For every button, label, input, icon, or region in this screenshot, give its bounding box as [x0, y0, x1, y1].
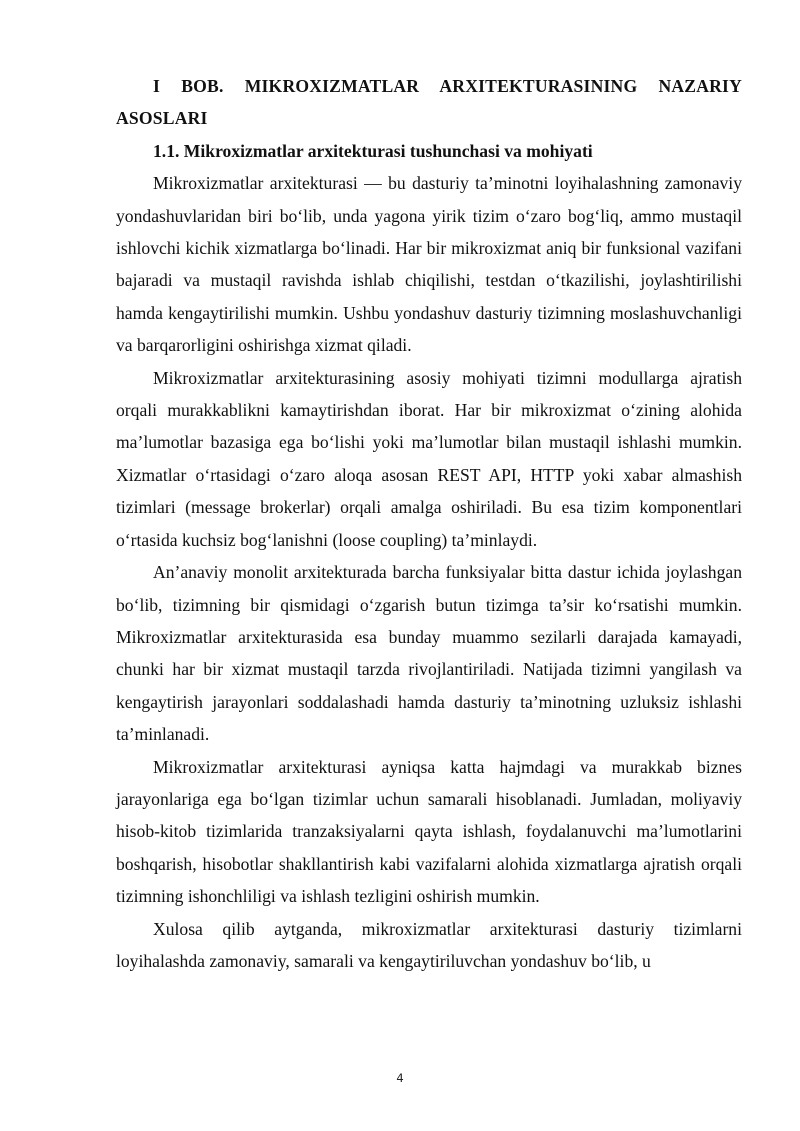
chapter-heading: I BOB. MIKROXIZMATLAR ARXITEKTURASINING NAZARIY ASOSLARI: [116, 76, 742, 129]
paragraph-4: Mikroxizmatlar arxitekturasi ayniqsa katta hajmdagi va murakkab biznes jarayonlariga ega bo‘lgan tizimlar uchun samarali hisoblanadi. Jumladan, moliyaviy hisob-kitob tizimlarida tranzaksiyalarni qayta ishlash, foydalanuvchi ma’lumotlarini boshqarish, hisobotlar shakllantirish kabi vazifalarni alohida xizmatlarga ajratish orqali tizimning ishonchliligi va ishlash tezligini oshirish mumkin.: [116, 756, 742, 907]
paragraph-2: Mikroxizmatlar arxitekturasining asosiy mohiyati tizimni modullarga ajratish orqali murakkablikni kamaytirishdan iborat. Har bir mikroxizmat o‘zining alohida ma’lumotlar bazasiga ega bo‘lishi yoki ma’lumotlar bilan mustaqil ishlashi mumkin. Xizmatlar o‘rtasidagi o‘zaro aloqa asosan REST API, HTTP yoki xabar almashish tizimlari (message brokerlar) orqali amalga oshiriladi. Bu esa tizim komponentlari o‘rtasida kuchsiz bog‘lanishni (loose coupling) ta’minlaydi.: [116, 367, 742, 550]
page-number: 4: [396, 1071, 404, 1085]
paragraph-1: Mikroxizmatlar arxitekturasi — bu dasturiy ta’minotni loyihalashning zamonaviy yondashuvlaridan biri bo‘lib, unda yagona yirik tizim o‘zaro bog‘liq, ammo mustaqil ishlovchi kichik xizmatlarga bo‘linadi. Har bir mikroxizmat aniq bir funksional vazifani bajaradi va mustaqil ravishda ishlab chiqilishi, testdan o‘tkazilishi, joylashtirilishi hamda kengaytirilishi mumkin. Ushbu yondashuv dasturiy tizimning moslashuvchanligi va barqarorligini oshirishga xizmat qiladi.: [116, 173, 742, 356]
paragraph-3: An’anaviy monolit arxitekturada barcha funksiyalar bitta dastur ichida joylashgan bo‘lib, tizimning bir qismidagi o‘zgarish butun tizimga ta’sir ko‘rsatishi mumkin. Mikroxizmatlar arxitekturasida esa bunday muammo sezilarli darajada kamayadi, chunki har bir xizmat mustaqil tarzda rivojlantiriladi. Natijada tizimni yangilash va kengaytirish jarayonlari soddalashadi hamda dasturiy ta’minotning uzluksiz ishlashi ta’minlanadi.: [116, 562, 742, 745]
document-page: [116, 70, 742, 977]
section-heading: 1.1. Mikroxizmatlar arxitekturasi tushunchasi va mohiyati: [153, 140, 593, 161]
paragraph-5: Xulosa qilib aytganda, mikroxizmatlar arxitekturasi dasturiy tizimlarni loyihalashda zamonaviy, samarali va kengaytiriluvchan yondashuv bo‘lib, u: [116, 918, 742, 971]
